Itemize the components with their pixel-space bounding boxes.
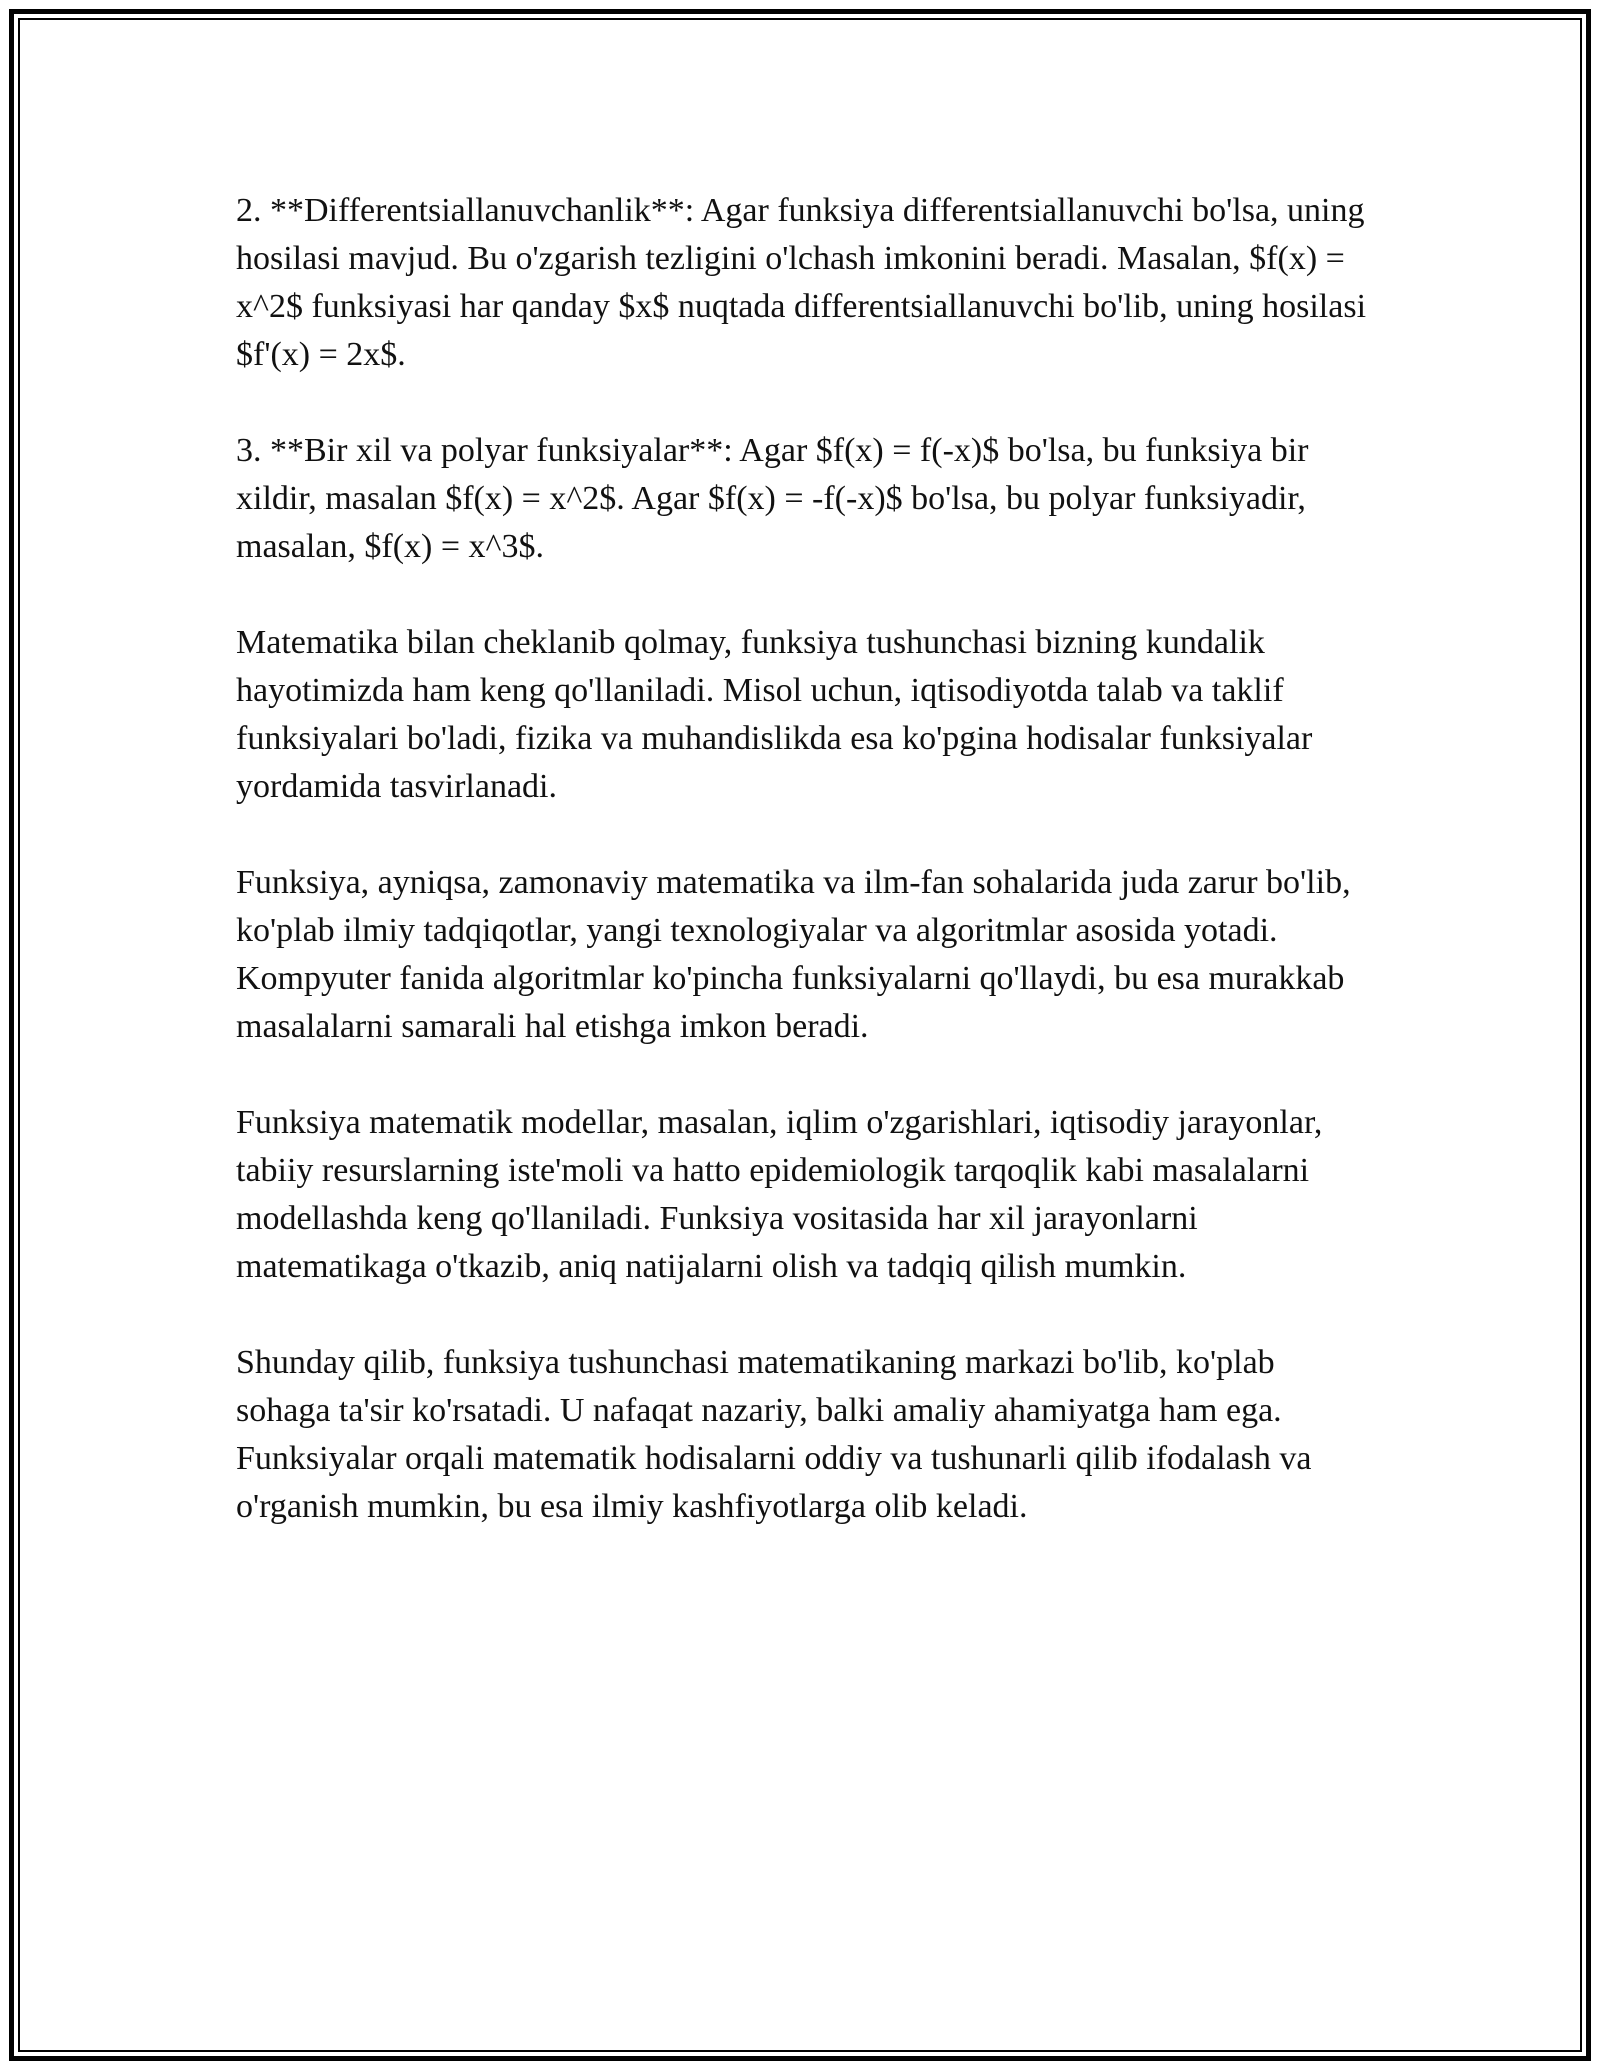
paragraph-differentiability: 2. **Differentsiallanuvchanlik**: Agar funksiya differentsiallanuvchi bo'lsa, uning hosilasi mavjud. Bu o'zgarish tezligini o'lchash imkonini beradi. Masalan, $f(x) = x^2$ funksiyasi har qanday $x$ nuqtada differentsiallanuvchi bo'lib, uning hosilasi $f'(x) = 2x$. bbox=[236, 192, 1367, 373]
paragraph-modern-science: Funksiya, ayniqsa, zamonaviy matematika va ilm-fan sohalarida juda zarur bo'lib, ko'plab ilmiy tadqiqotlar, yangi texnologiyalar va algoritmlar asosida yotadi. Kompyuter fanida algoritmlar ko'pincha funksiyalarni qo'llaydi, bu esa murakkab masalalarni samarali hal etishga imkon beradi. bbox=[236, 864, 1351, 1045]
paragraph-conclusion: Shunday qilib, funksiya tushunchasi matematikaning markazi bo'lib, ko'plab sohaga ta'sir ko'rsatadi. U nafaqat nazariy, balki amaliy ahamiyatga ham ega. Funksiyalar orqali matematik hodisalarni oddiy va tushunarli qilib ifodalash va o'rganish mumkin, bu esa ilmiy kashfiyotlarga olib keladi. bbox=[236, 1344, 1312, 1525]
paragraph-everyday-use: Matematika bilan cheklanib qolmay, funksiya tushunchasi bizning kundalik hayotimizda ham keng qo'llaniladi. Misol uchun, iqtisodiyotda talab va taklif funksiyalari bo'ladi, fizika va muhandislikda esa ko'pgina hodisalar funksiyalar yordamida tasvirlanadi. bbox=[236, 624, 1313, 805]
paragraph-even-odd-functions: 3. **Bir xil va polyar funksiyalar**: Agar $f(x) = f(-x)$ bo'lsa, bu funksiya bir xildir, masalan $f(x) = x^2$. Agar $f(x) = -f(-x)$ bo'lsa, bu polyar funksiyadir, masalan, $f(x) = x^3$. bbox=[236, 432, 1309, 565]
paragraph-mathematical-models: Funksiya matematik modellar, masalan, iqlim o'zgarishlari, iqtisodiy jarayonlar, tabiiy resurslarning iste'moli va hatto epidemiologik tarqoqlik kabi masalalarni modellashda keng qo'llaniladi. Funksiya vositasida har xil jarayonlarni matematikaga o'tkazib, aniq natijalarni olish va tadqiq qilish mumkin. bbox=[236, 1104, 1323, 1285]
document-body bbox=[236, 187, 1376, 1579]
